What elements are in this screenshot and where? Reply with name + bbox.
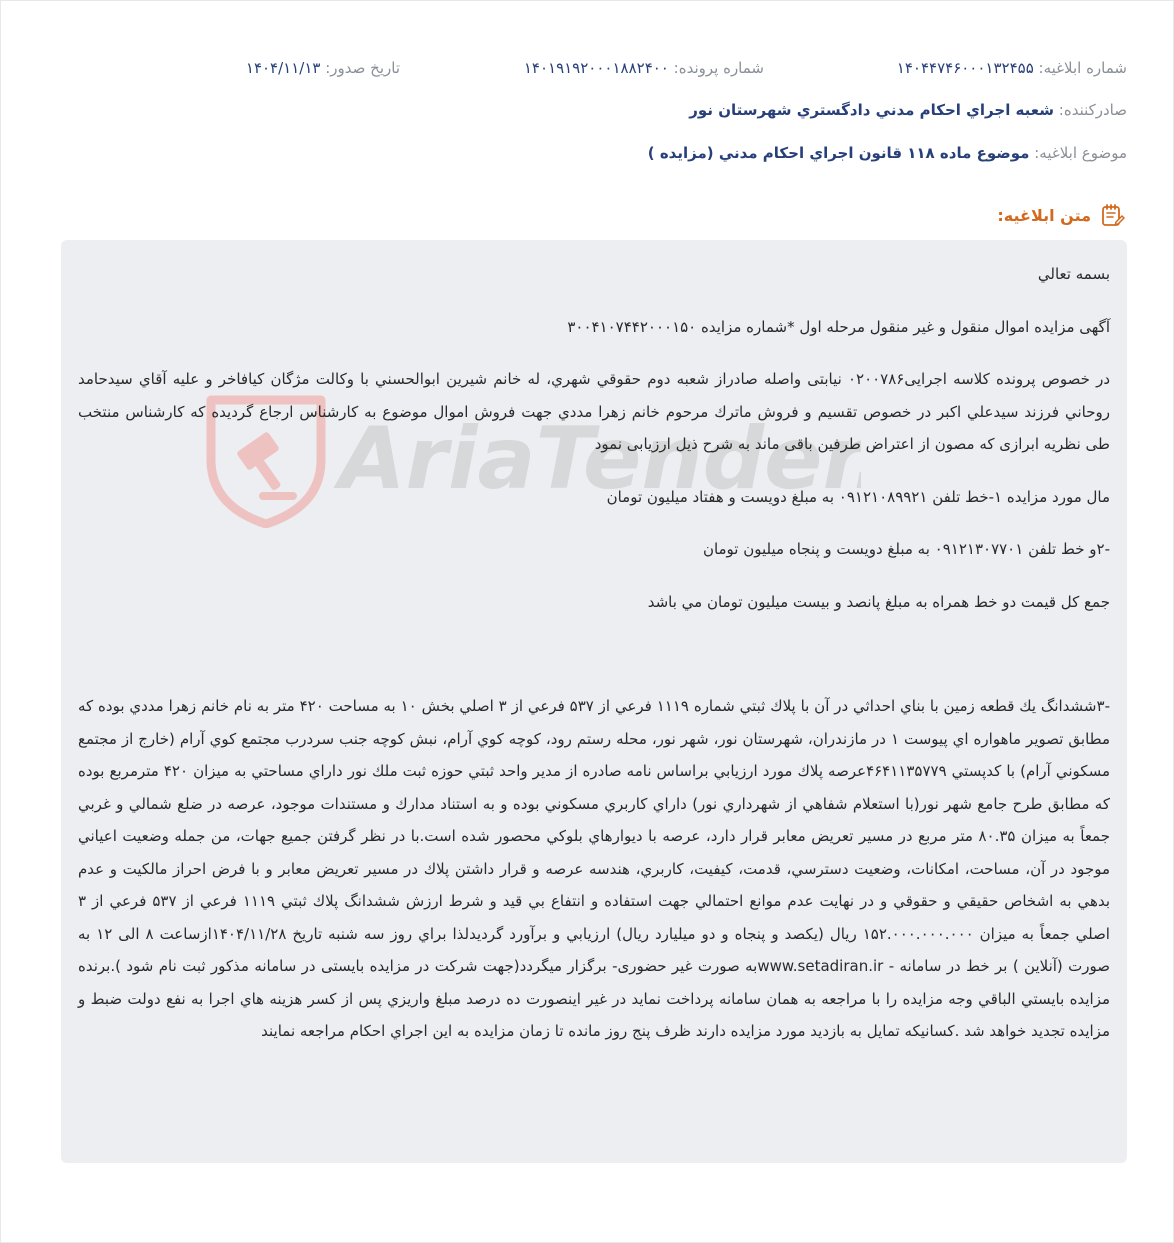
notice-number — [897, 59, 1127, 77]
case-number — [524, 59, 764, 77]
notice-paragraph-2: آگهی مزایده اموال منقول و غیر منقول مرحله اول *شماره مزایده ۳۰۰۴۱۰۷۴۴۲۰۰۰۱۵۰ — [567, 317, 1110, 336]
watermark-text: AriaTender — [339, 409, 853, 509]
notice-number-label: شماره ابلاغيه: — [1038, 59, 1127, 77]
notice-paragraph-4: مال مورد مزایده ۱-خط تلفن ۰۹۱۲۱۰۸۹۹۲۱ به مبلغ دويست و هفتاد ميليون تومان — [606, 487, 1110, 506]
notice-text-heading — [997, 202, 1125, 228]
case-number-label: شماره پرونده: — [673, 59, 764, 77]
subject-label: موضوع ابلاغيه: — [1034, 144, 1127, 162]
document-note-icon — [1099, 202, 1125, 228]
issuer-label: صادرکننده: — [1058, 101, 1127, 119]
notice-number-value: ۱۴۰۴۴۷۴۶۰۰۰۱۳۲۴۵۵ — [896, 59, 1034, 77]
notice-paragraph-6: جمع كل قيمت دو خط همراه به مبلغ پانصد و بيست ميليون تومان مي باشد — [647, 592, 1110, 611]
issuer-line — [61, 101, 1127, 119]
notice-paragraph-5: -۲و خط تلفن ۰۹۱۲۱۳۰۷۷۰۱ به مبلغ دويست و پنجاه ميليون تومان — [702, 540, 1110, 558]
notice-paragraph-1: بسمه تعالي — [1037, 265, 1110, 283]
notice-meta-row — [61, 59, 1127, 83]
issue-date — [246, 59, 400, 77]
case-number-value: ۱۴۰۱۹۱۹۲۰۰۰۱۸۸۲۴۰۰ — [523, 59, 669, 77]
notice-paragraph-7: -۳ششدانگ يك قطعه زمين با بناي احداثي در آن با پلاك ثبتي شماره ۱۱۱۹ فرعي از ۵۳۷ فرعي از ۳ اصلي بخش ۱۰ به مساحت ۴۲۰ متر به نام خانم زهرا مددي بوده كه مطابق تصوير ماهواره اي پيوست ۱ در مازندران، شهرستان نور، شهر نور، محله رستم رود، كوچه كوي آرام، نبش كوچه جنب سردرب مجتمع كوي آرام (خارج از مجتمع مسكوني آرام) با كدپستي ۴۶۴۱۱۳۵۷۷۹عرصه پلاك مورد ارزيابي براساس نامه صادره از مدير واحد ثبتي حوزه ثبت ملك نور داراي مساحتي به ميزان ۴۲۰ مترمربع بوده كه مطابق طرح جامع شهر نور(با استعلام شفاهي از شهرداري نور) داراي كاربري مسكوني بوده و به استناد مدارك و مستندات موجود، عرصه در ضلع شمالي و غربي جمعاً به ميزان ۸۰.۳۵ متر مربع در مسير تعريض معابر قرار دارد، عرصه با ديوارهاي بلوكي محصور شده است.با در نظر گرفتن جميع جهات، من جمله وضعيت اعياني موجود در آن، مساحت، امكانات، وضعيت دسترسي، قدمت، كيفيت، كاربري، هندسه عرصه و قرار داشتن پلاك در مسير تعريض معابر و با فرض احراز مالكيت و عدم بدهي به اشخاص حقيقي و حقوقي و در نهايت عدم موانع احتمالي جهت استفاده و انتفاع بي قيد و شرط ارزش ششدانگ پلاك ثبتي ۱۱۱۹ فرعي از ۵۳۷ فرعي از ۳ اصلي جمعاً به ميزان ۱۵۲.۰۰۰.۰۰۰.۰۰۰ ريال (يكصد و پنجاه و دو ميليارد ريال) ارزيابي و برآورد گرديدلذا براي روز سه شنبه تاريخ ۱۴۰۴/۱۱/۲۸ازساعت ۸ الی ۱۲ به صورت (آنلاین ) بر خط در سامانه - www.setadiran.irبه صورت غیر حضوری- برگزار میگردد(جهت شرکت در مزایده بایستی در سامانه مذکور ثبت نام شود ).برنده مزايده بايستي الباقي وجه مزايده را با مراجعه به همان سامانه پرداخت نمايد در غير اينصورت ده درصد مبلغ واريزي پس از كسر هزينه هاي اجرا به نفع دولت ضبط و مزايده تجديد خواهد شد .كسانيكه تمايل به بازديد مورد مزايده دارند ظرف پنج روز مانده تا زمان مزايده به اين اجراي احكام مراجعه نمايند — [78, 697, 1111, 1040]
notice-text-title: متن ابلاغيه: — [997, 205, 1091, 225]
notice-text-box — [61, 240, 1127, 1163]
notice-paragraph-3: در خصوص پرونده کلاسه اجرایی۰۲۰۰۷۸۶ نیابتی واصله صادراز شعبه دوم حقوقي شهري، له خانم شيرين ابوالحسني با وكالت مژگان كيافاخر و علیه آقاي سيدحامد روحاني فرزند سيدعلي اكبر در خصوص تقسيم و فروش ماترك مرحوم خانم زهرا مددي جهت فروش اموال موضوع به کارشناس ارجاع گردیده که کارشناس منتخب طی نظریه ابرازی که مصون از اعتراض طرفین باقی ماند به شرح ذیل ارزیابی نمود — [78, 370, 1111, 453]
issuer-value: شعبه اجراي احكام مدني دادگستري شهرستان نور — [689, 101, 1054, 119]
issue-date-label: تاريخ صدور: — [325, 59, 400, 77]
issue-date-value: ۱۴۰۴/۱۱/۱۳ — [245, 59, 321, 77]
subject-value: موضوع ماده ۱۱۸ قانون اجراي احكام مدني (مزايده ) — [647, 144, 1030, 162]
subject-line — [61, 144, 1127, 162]
